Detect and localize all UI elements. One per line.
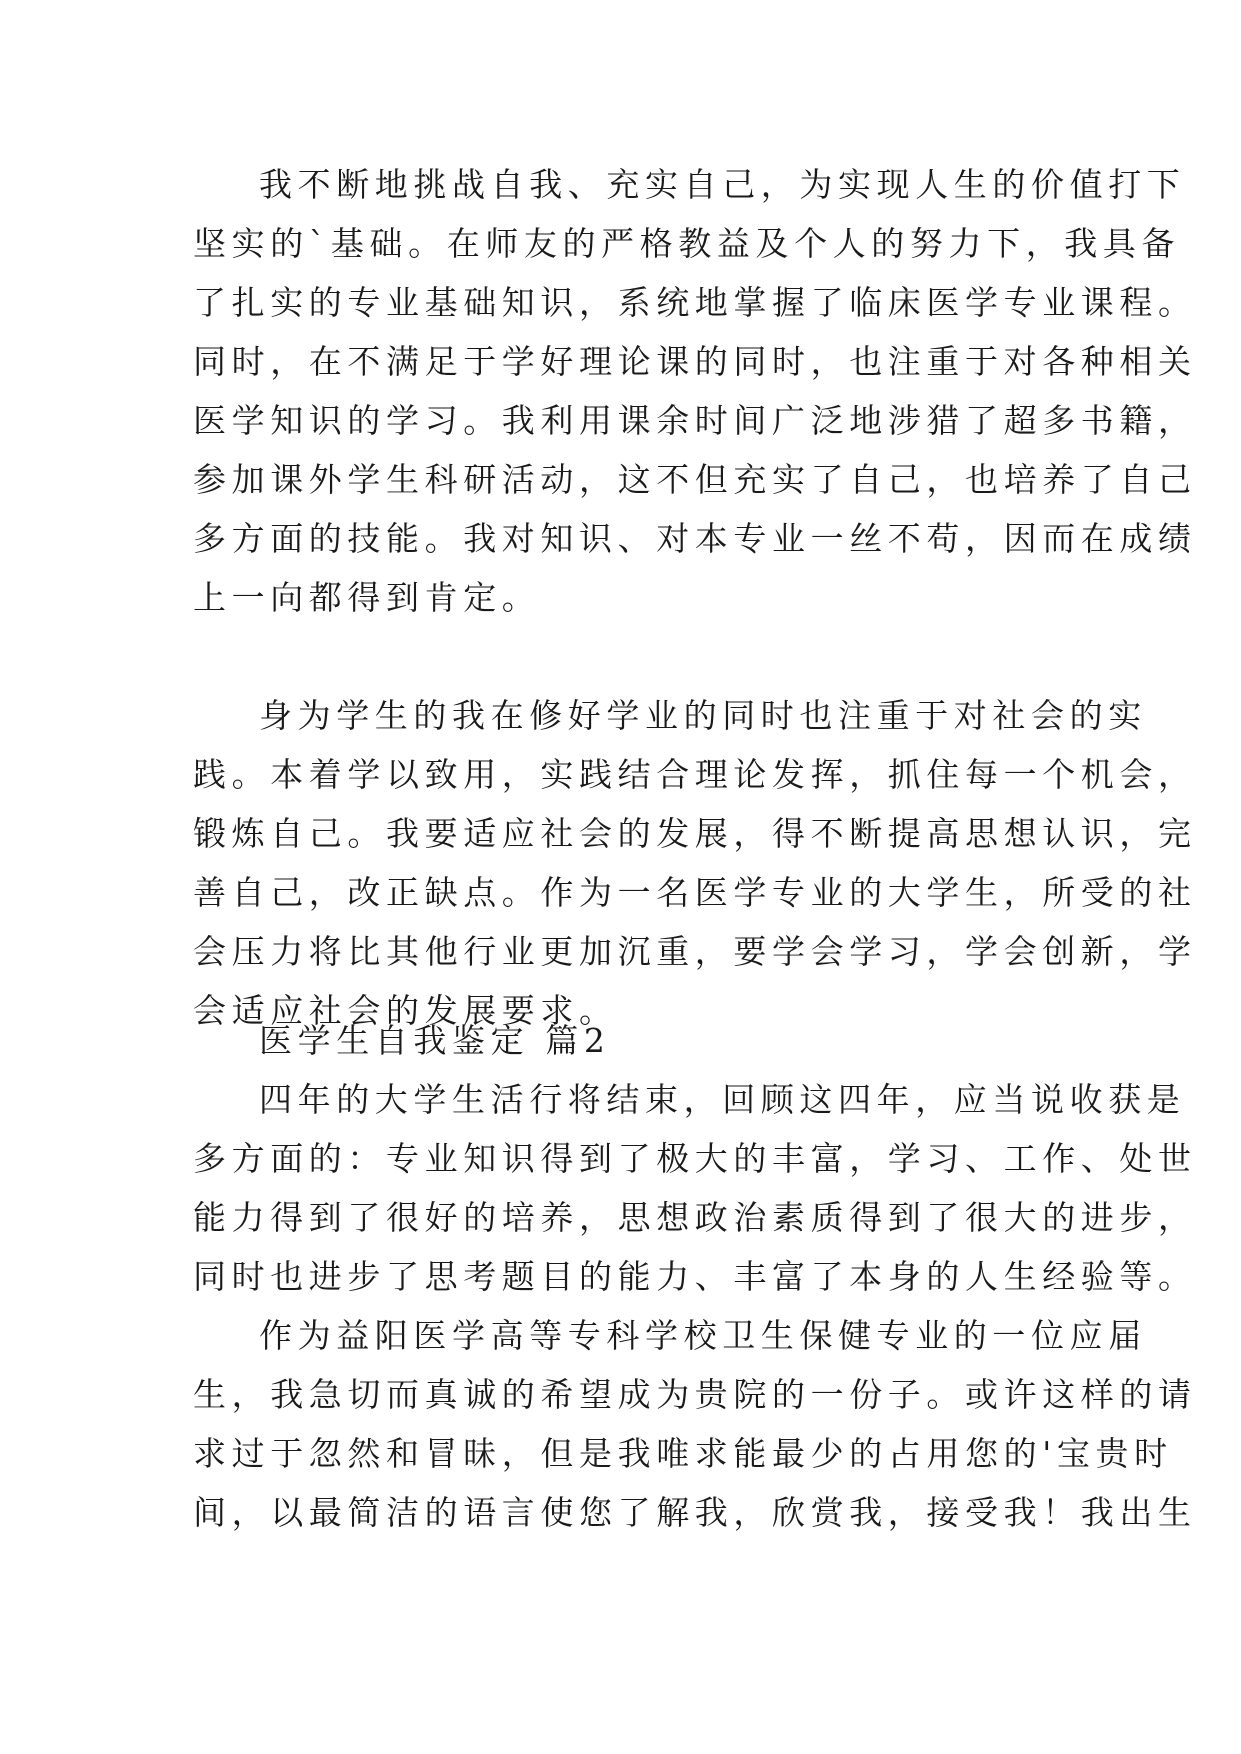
section-heading-text: 医学生自我鉴定 篇2 xyxy=(259,1021,611,1060)
paragraph-line: 会压力将比其他行业更加沉重，要学会学习，学会创新，学 xyxy=(193,932,1197,971)
paragraph-line: 间，以最简洁的语言使您了解我，欣赏我，接受我！我出生 xyxy=(193,1493,1197,1532)
paragraph-line: 坚实的`基础。在师友的严格教益及个人的努力下，我具备 xyxy=(193,224,1181,263)
paragraph-line: 多方面的技能。我对知识、对本专业一丝不苟，因而在成绩 xyxy=(193,519,1197,558)
paragraph-1 xyxy=(193,155,1197,627)
paragraph-line: 了扎实的专业基础知识，系统地掌握了临床医学专业课程。 xyxy=(193,283,1197,322)
paragraph-3 xyxy=(193,1070,1197,1306)
paragraph-line: 同时，在不满足于学好理论课的同时，也注重于对各种相关 xyxy=(193,342,1197,381)
paragraph-line: 多方面的：专业知识得到了极大的丰富，学习、工作、处世 xyxy=(193,1139,1197,1178)
paragraph-line: 求过于忽然和冒昧，但是我唯求能最少的占用您的'宝贵时 xyxy=(193,1434,1173,1473)
paragraph-line: 医学知识的学习。我利用课余时间广泛地涉猎了超多书籍， xyxy=(193,401,1197,440)
paragraph-line: 践。本着学以致用，实践结合理论发挥，抓住每一个机会， xyxy=(193,755,1197,794)
paragraph-line: 参加课外学生科研活动，这不但充实了自己，也培养了自己 xyxy=(193,460,1197,499)
paragraph-line: 锻炼自己。我要适应社会的发展，得不断提高思想认识，完 xyxy=(193,814,1197,853)
paragraph-line: 善自己，改正缺点。作为一名医学专业的大学生，所受的社 xyxy=(193,873,1197,912)
paragraph-line: 能力得到了很好的培养，思想政治素质得到了很大的进步， xyxy=(193,1198,1197,1237)
paragraph-line: 生，我急切而真诚的希望成为贵院的一份子。或许这样的请 xyxy=(193,1375,1197,1414)
paragraph-4 xyxy=(193,1306,1197,1542)
paragraph-line: 我不断地挑战自我、充实自己，为实现人生的价值打下 xyxy=(259,165,1186,204)
paragraph-line: 作为益阳医学高等专科学校卫生保健专业的一位应届 xyxy=(259,1316,1147,1355)
section-heading xyxy=(193,1011,1073,1070)
paragraph-line: 四年的大学生活行将结束，回顾这四年，应当说收获是 xyxy=(259,1080,1186,1119)
paragraph-line: 上一向都得到肯定。 xyxy=(193,578,541,617)
paragraph-line: 同时也进步了思考题目的能力、丰富了本身的人生经验等。 xyxy=(193,1257,1197,1296)
paragraph-line: 身为学生的我在修好学业的同时也注重于对社会的实 xyxy=(259,696,1147,735)
paragraph-2 xyxy=(193,686,1197,1040)
paragraph-line: 会适应社会的发展要求。 xyxy=(193,991,618,1030)
